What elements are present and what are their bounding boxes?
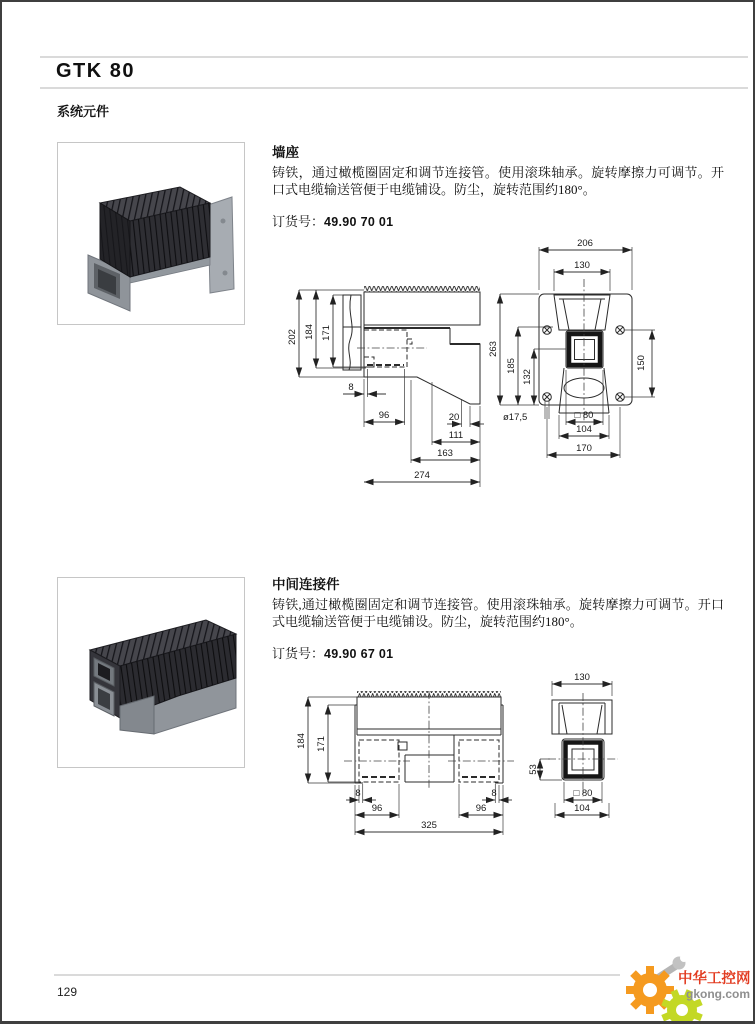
- header-rule-top: [40, 56, 748, 58]
- dim-206-label: 206: [577, 238, 593, 249]
- bellows: [364, 292, 480, 325]
- dim-150-label: 150: [636, 355, 647, 371]
- dim-171-label: 171: [316, 736, 327, 752]
- dim-202-label: 202: [287, 329, 298, 345]
- wall-plate-break-line: [349, 295, 352, 370]
- bellows-flange: [554, 295, 610, 330]
- section-heading: 系统元件: [57, 104, 110, 119]
- product-photo-frame: [57, 142, 245, 325]
- order-label: 订货号：: [272, 646, 325, 661]
- dim-184-label: 184: [304, 324, 315, 340]
- center-casting: [405, 735, 454, 782]
- dim-8-label: 8: [348, 382, 354, 393]
- logo-site-domain: gkong.com: [686, 987, 751, 1001]
- logo-site-name: 中华工控网: [678, 971, 751, 987]
- plate-hole: [223, 271, 228, 276]
- dim-square-80-label: □ 80: [573, 788, 593, 799]
- product-description: 铸铁，通过橄榄圈固定和调节连接管。使用滚珠轴承。旋转摩擦力可调节。开口式电缆输送管便于电缆铺设。防尘，旋转范围约180°。: [272, 165, 724, 197]
- order-line: [272, 211, 724, 230]
- front-view-dimensions: [488, 238, 655, 458]
- dim-96-left-label: 96: [371, 803, 383, 814]
- hidden-latch: [407, 339, 412, 344]
- dim-184-label: 184: [296, 733, 307, 749]
- dim-8-left-label: 8: [355, 788, 361, 799]
- tube-ring: [569, 334, 600, 365]
- dim-185-label: 185: [506, 358, 517, 374]
- dim-hole-dia-label: ø17,5: [503, 412, 528, 423]
- order-number: 49.90 67 01: [324, 647, 394, 661]
- product-title: 墙座: [272, 145, 299, 160]
- dim-96-label: 96: [378, 410, 390, 421]
- product-title: 中间连接件: [272, 577, 340, 592]
- dim-325-label: 325: [421, 820, 437, 831]
- middle-connector-photo: [58, 578, 244, 767]
- tube-inner: [575, 340, 595, 360]
- bellows-serration: [364, 286, 480, 292]
- dim-274-label: 274: [414, 470, 430, 481]
- hidden-tube: [364, 330, 407, 367]
- dim-20-label: 20: [448, 412, 460, 423]
- dim-263-label: 263: [488, 341, 499, 357]
- wall-bracket-photo: [58, 143, 244, 324]
- dim-104-label: 104: [574, 803, 590, 814]
- side-view: [344, 691, 514, 790]
- end-view: [548, 693, 618, 797]
- flange-outline: [552, 700, 612, 734]
- dim-square-80-label: □ 80: [574, 410, 594, 421]
- dim-111-label: 111: [448, 430, 464, 441]
- side-view: [343, 286, 480, 404]
- mount-plate: [208, 197, 234, 293]
- dim-8-right-label: 8: [491, 788, 497, 799]
- wall-bracket-drawing: [287, 237, 737, 502]
- order-label: 订货号：: [272, 214, 325, 229]
- tube-outer: [566, 331, 603, 368]
- plate-hole: [221, 219, 226, 224]
- dim-96-right-label: 96: [475, 803, 487, 814]
- gkong-logo: [602, 952, 755, 1024]
- mount-plate-front: [539, 294, 632, 405]
- product-photo-frame: [57, 577, 245, 768]
- section-text-block: [272, 141, 724, 243]
- front-view: [539, 279, 632, 421]
- footer-rule: [54, 974, 620, 976]
- header-rule-bottom: [40, 87, 748, 89]
- dim-170-label: 170: [576, 443, 592, 454]
- flange-funnel-lines: [559, 299, 605, 330]
- middle-connector-drawing: [292, 657, 692, 847]
- page-title: GTK 80: [56, 60, 136, 82]
- dim-104-label: 104: [576, 424, 592, 435]
- dim-171-label: 171: [321, 325, 332, 341]
- dim-130-label: 130: [574, 672, 590, 683]
- dim-132-label: 132: [522, 369, 533, 385]
- dim-130-label: 130: [574, 260, 590, 271]
- product-description: 铸铁,通过橄榄圈固定和调节连接管。使用滚珠轴承。旋转摩擦力可调节。开口式电缆输送管便于电缆铺设。防尘，旋转范围约180°。: [272, 597, 724, 629]
- order-number: 49.90 70 01: [324, 215, 394, 229]
- dim-163-label: 163: [437, 448, 453, 459]
- side-view-dimensions: [287, 290, 484, 487]
- side-view-dimensions: [296, 697, 512, 835]
- page-number: 129: [57, 985, 78, 999]
- dim-53-label: 53: [528, 764, 539, 775]
- wrench-notch: [680, 954, 688, 962]
- funnel-lines: [562, 705, 602, 734]
